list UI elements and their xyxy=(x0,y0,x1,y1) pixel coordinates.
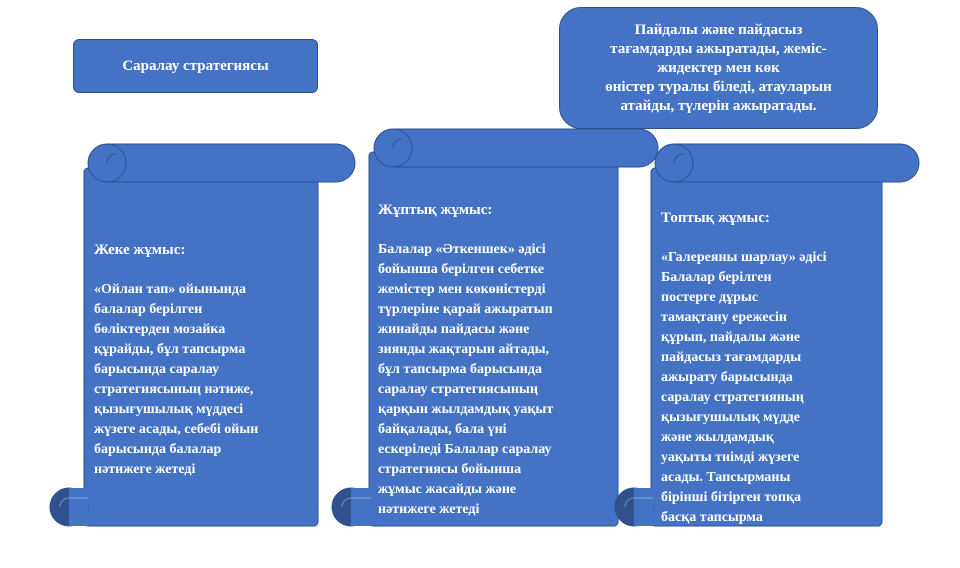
group-work-body: «Галереяны шарлау» әдісі Балалар берілген постерге дұрыс тамақтану ережесін құрып, пайдалы және пайдасыз тағамдарды ажырату барысында саралау стратегияның қызығушылық мүдде және жылдамдық уақыты тиімді жүзеге асады. Тапсырманы бірінші бітірген топқа басқа тапсырма дайындалып, беріледі. xyxy=(661,250,827,545)
individual-work-body: «Ойлан тап» ойынында балалар берілген бөліктерден мозайка құрайды, бұл тапсырма барысында саралау стратегиясының нәтиже, қызығушылық мүддесі жүзеге асады, себебі ойын барысында балалар нәтижеге жетеді xyxy=(94,282,259,477)
group-work-heading: Топтық жұмыс: xyxy=(661,210,770,226)
strategy-title: Саралау стратегиясы xyxy=(122,57,269,74)
individual-work-heading: Жеке жұмыс: xyxy=(94,242,186,258)
pair-work-heading: Жұптық жұмыс: xyxy=(378,202,493,218)
pair-work-body: Балалар «Әткеншек» әдісі бойынша берілген себетке жемістер мен көкөністерді түрлеріне қарай ажыратып жинайды пайдасы және зиянды жақтарын айтады, бұл тапсырма барысында саралау стратегиясының қарқын жылдамдық уақыт байқалады, бала үні ескеріледі Балалар саралау стратегиясы бойынша жұмыс жасайды және нәтижеге жетеді xyxy=(378,242,554,517)
summary-text: Пайдалы және пайдасыз тағамдарды ажыратады, жеміс- жидектер мен көк өністер туралы біледі, атауларын атайды, түлерін ажыратады. xyxy=(605,21,832,114)
individual-work-text xyxy=(94,220,316,500)
pair-work-text xyxy=(378,180,616,540)
group-work-text xyxy=(661,188,880,545)
